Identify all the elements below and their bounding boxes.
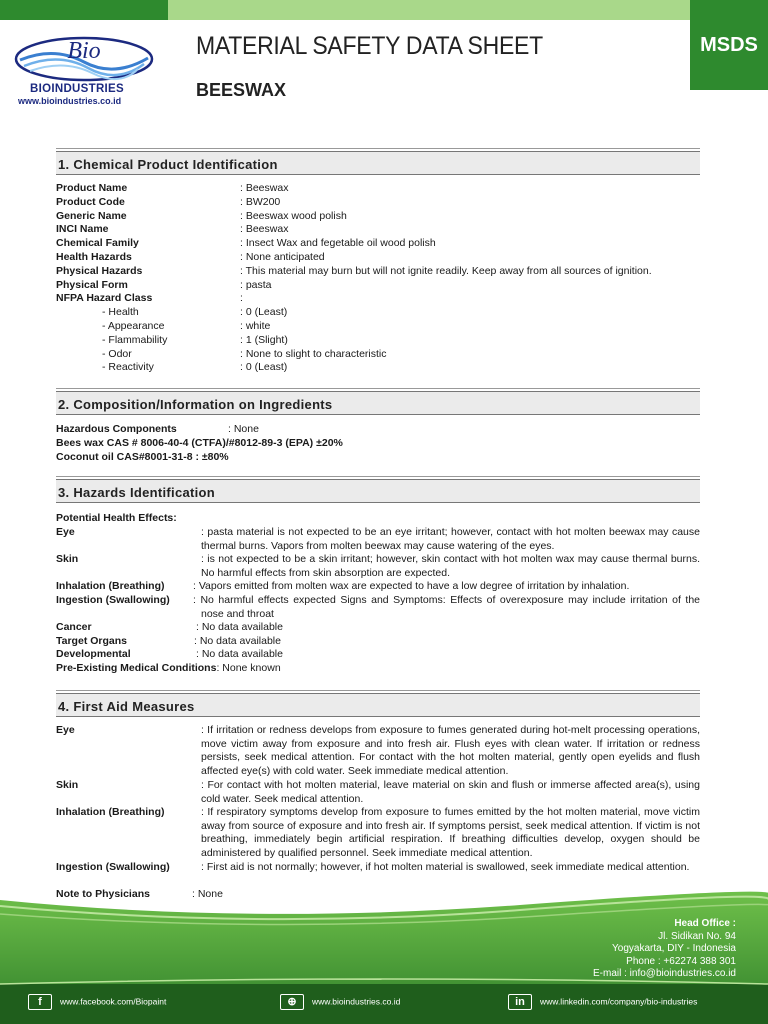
developmental-value: : No data available [196,648,283,660]
section-title: 3. Hazards Identification [58,485,216,500]
head-office-title: Head Office : [674,918,736,929]
nfpa-label: - Reactivity [102,361,154,374]
id-label: Physical Hazards [56,264,143,277]
top-bar-dark [0,0,168,20]
fa-eye-text: : If irritation or redness develops from exposure to fumes generated during hot-melt processing operations, move victim away from exposure and into fresh air. Flush eyes with clean water. If irritation or redness persists, seek medical attention. For contact with the hot molten material, gently open eyelids and flush affected eye(s) with cold water. Seek immediate medical attention. [201,724,700,778]
globe-icon: ⊕ [280,994,304,1010]
cancer-value: : No data available [196,621,283,633]
section-4-header [56,693,700,717]
target-organs-value: : No data available [194,635,281,647]
company-website[interactable]: www.bioindustries.co.id [18,96,122,106]
eye-text: : pasta material is not expected to be an eye irritant; however, contact with hot molten beewax may cause thermal burns. Vapors from molten beewax may cause watering of the eyes. [201,526,700,552]
address-line-2: Yogyakarta, DIY - Indonesia [612,943,736,955]
linkedin-link[interactable]: in www.linkedin.com/company/bio-industries [508,994,697,1012]
fa-inhalation-label: Inhalation (Breathing) [56,806,165,818]
developmental-label: Developmental [56,648,131,660]
pre-existing-value: : None known [216,662,281,674]
facebook-icon: f [28,994,52,1010]
id-value: : pasta [240,278,272,291]
id-value: : Beeswax wood polish [240,209,347,222]
linkedin-icon: in [508,994,532,1010]
id-value: : Insect Wax and fegetable oil wood polish [240,237,436,250]
id-value: : Beeswax [240,223,289,236]
note-physicians-label: Note to Physicians [56,888,150,900]
pre-existing-label: Pre-Existing Medical Conditions [56,662,217,674]
section-title: 4. First Aid Measures [58,699,195,714]
section-1-header [56,151,700,175]
nfpa-label: - Health [102,306,139,319]
hazardous-components-label: Hazardous Components [56,423,177,435]
nfpa-value: : 1 (Slight) [240,333,288,346]
section-2-header [56,391,700,415]
website-link[interactable]: ⊕ www.bioindustries.co.id [280,994,400,1012]
id-label: Product Name [56,182,128,194]
nfpa-value: : white [240,320,271,332]
id-label: Product Code [56,195,125,208]
id-value: : BW200 [240,195,281,208]
fa-ingestion-label: Ingestion (Swallowing) [56,861,170,873]
id-label: Chemical Family [56,237,139,250]
bio-logo [14,36,154,82]
id-label: Physical Form [56,278,128,291]
logo-text: Bio [67,38,101,64]
nfpa-label: - Odor [102,347,132,360]
inhalation-text: : Vapors emitted from molten wax are expected to have a low degree of irritation by inhalation. [193,580,630,592]
id-label: NFPA Hazard Class [56,292,153,305]
fa-eye-label: Eye [56,724,75,736]
company-name: BIOINDUSTRIES [30,83,124,95]
id-label: Generic Name [56,209,127,222]
ingestion-text: : No harmful effects expected Signs and Symptoms: Effects of overexposure may include irritation of the nose and throat [193,594,700,620]
document-title: MATERIAL SAFETY DATA SHEET [196,32,543,60]
eye-label: Eye [56,526,75,538]
nfpa-value: : None to slight to characteristic [240,347,387,360]
section-title: 1. Chemical Product Identification [58,157,278,172]
email[interactable]: E-mail : info@bioindustries.co.id [593,968,736,980]
id-value: : Beeswax [240,182,289,194]
nfpa-value: : 0 (Least) [240,306,288,319]
hazardous-components-value: : None [228,423,259,435]
skin-text: : is not expected to be a skin irritant; however, skin contact with hot molten wax may cause thermal burns. No harmful effects from skin absorption are expected. [201,553,700,579]
id-label: INCI Name [56,223,109,236]
nfpa-label: - Flammability [102,333,168,346]
coconut-oil-cas: Coconut oil CAS#8001-31-8 : ±80% [56,451,229,463]
section-title: 2. Composition/Information on Ingredients [58,397,333,412]
address-line-1: Jl. Sidikan No. 94 [658,930,736,942]
fa-skin-text: : For contact with hot molten material, leave material on skin and flush or immerse affected area(s), using cold water. Seek medical attention. [201,779,700,805]
fa-skin-label: Skin [56,779,79,791]
cancer-label: Cancer [56,621,92,633]
nfpa-label: - Appearance [102,320,165,332]
msds-badge: MSDS [690,0,768,90]
facebook-link[interactable]: f www.facebook.com/Biopaint [28,994,166,1012]
id-value: : [240,292,243,305]
potential-health-effects: Potential Health Effects: [56,512,177,524]
fa-ingestion-text: : First aid is not normally; however, if hot molten material is swallowed, seek immediate medical attention. [201,861,690,873]
id-value: : This material may burn but will not ignite readily. Keep away from all sources of ignition. [240,264,652,277]
top-bar-light [168,0,690,20]
fa-inhalation-text: : If respiratory symptoms develop from exposure to fumes emitted by the hot molten material, move victim away from source of exposure and into fresh air. If symptoms persist, seek medical attention. If victim is not breathing, immediately begin artificial respiration. If breathing difficulties develop, oxygen should be administered by qualified personnel. Seek immediate medical attention. [201,806,700,860]
id-label: Health Hazards [56,251,132,263]
head-office [593,918,736,981]
inhalation-label: Inhalation (Breathing) [56,580,165,592]
skin-label: Skin [56,553,79,565]
nfpa-value: : 0 (Least) [240,361,288,374]
phone: Phone : +62274 388 301 [626,955,736,967]
target-organs-label: Target Organs [56,635,127,647]
product-title: BEESWAX [196,80,287,100]
ingestion-label: Ingestion (Swallowing) [56,594,170,606]
note-physicians-value: : None [192,888,223,900]
beeswax-cas: Bees wax CAS # 8006-40-4 (CTFA)/#8012-89-3 (EPA) ±20% [56,437,343,449]
section-3-header [56,479,700,503]
id-value: : None anticipated [240,251,325,263]
